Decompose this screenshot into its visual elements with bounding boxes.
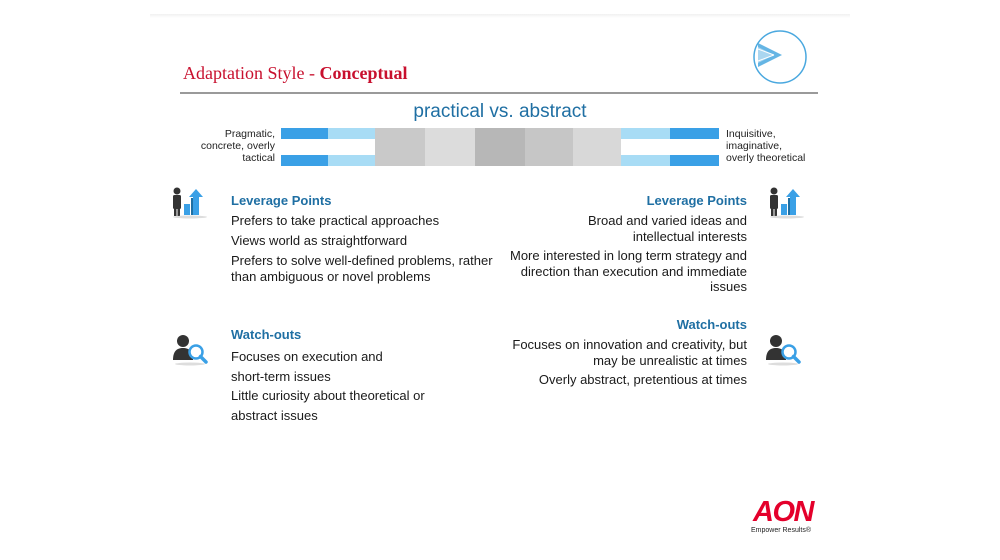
right-watch-item-1: Focuses on innovation and creativity, but may be unrealistic at times bbox=[512, 337, 747, 368]
person-magnifier-icon bbox=[172, 333, 210, 367]
aon-logo-text: AON bbox=[753, 496, 813, 526]
scale-left-line-3: tactical bbox=[242, 152, 275, 164]
bar-right-top-dark bbox=[670, 128, 719, 139]
scale-left-line-1: Pragmatic, bbox=[224, 128, 275, 140]
brand-tagline: Empower Results® bbox=[750, 527, 811, 534]
aon-logo bbox=[745, 494, 821, 526]
title-emphasis: Conceptual bbox=[319, 63, 408, 83]
scale-right-line-2: imaginative, bbox=[726, 140, 783, 152]
left-leverage-item-2: Views world as straightforward bbox=[231, 233, 408, 248]
person-magnifier-icon bbox=[765, 333, 803, 367]
bar-left-bottom-dark bbox=[281, 155, 328, 166]
bar-gray-2 bbox=[425, 128, 475, 166]
scale-bar bbox=[281, 128, 719, 166]
scale-right-label bbox=[726, 128, 836, 164]
people-growth-chart-icon bbox=[767, 186, 807, 220]
left-watch-item-1: Focuses on execution and short-term issues bbox=[231, 349, 383, 384]
play-circle-icon bbox=[752, 29, 808, 85]
people-growth-chart-icon bbox=[170, 186, 210, 220]
bar-right-bottom-dark bbox=[670, 155, 719, 166]
scale-right-line-1: Inquisitive, bbox=[726, 128, 776, 140]
slide-title bbox=[183, 63, 408, 84]
bar-right-bottom-light bbox=[621, 155, 670, 166]
scale-right-line-3: overly theoretical bbox=[726, 152, 806, 164]
bar-left-top-dark bbox=[281, 128, 328, 139]
bar-gray-5 bbox=[573, 128, 621, 166]
bar-right-top-light bbox=[621, 128, 670, 139]
title-prefix: Adaptation Style - bbox=[183, 63, 320, 83]
scale-left-line-2: concrete, overly bbox=[200, 140, 275, 152]
slide-top-edge bbox=[150, 14, 850, 18]
bar-gray-4 bbox=[525, 128, 573, 166]
left-watch-heading: Watch-outs bbox=[231, 327, 302, 342]
scale-left-label bbox=[170, 128, 275, 164]
left-leverage-item-3: Prefers to solve well-defined problems, rather than ambiguous or novel problems bbox=[231, 253, 493, 284]
right-watch-item-2: Overly abstract, pretentious at times bbox=[538, 372, 747, 387]
bar-gray-3 bbox=[475, 128, 525, 166]
right-leverage-item-2: More interested in long term strategy and direction than execution and immediate issues bbox=[509, 248, 747, 294]
right-watch-heading: Watch-outs bbox=[676, 317, 747, 332]
left-leverage-heading: Leverage Points bbox=[231, 193, 332, 208]
bar-gray-1 bbox=[375, 128, 425, 166]
right-leverage-heading: Leverage Points bbox=[646, 193, 747, 208]
bar-left-bottom-light bbox=[328, 155, 375, 166]
right-leverage-item-1: Broad and varied ideas and intellectual interests bbox=[587, 213, 747, 244]
left-watch-item-2: Little curiosity about theoretical or abstract issues bbox=[231, 388, 425, 423]
title-divider bbox=[180, 92, 818, 94]
bar-left-top-light bbox=[328, 128, 375, 139]
left-leverage-item-1: Prefers to take practical approaches bbox=[231, 213, 440, 228]
scale-subtitle: practical vs. abstract bbox=[413, 101, 587, 122]
